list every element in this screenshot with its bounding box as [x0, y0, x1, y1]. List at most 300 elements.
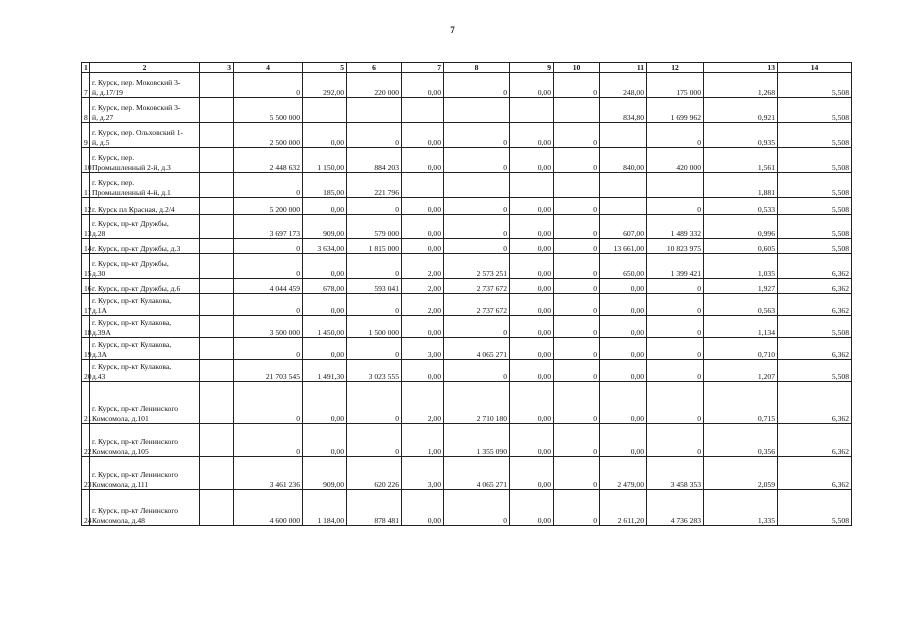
value-cell-c4: 0	[234, 424, 303, 457]
value-cell-c5: 909,00	[303, 457, 347, 490]
value-cell-c12: 1 489 332	[647, 215, 704, 239]
value-cell-c5: 0,00	[303, 424, 347, 457]
address-line: й, д.27	[92, 112, 114, 122]
address-line: г. Курск пл Красная, д.2/4	[92, 204, 175, 214]
value-cell-c13: 0,533	[704, 198, 778, 215]
value-cell-c14: 5,508	[778, 98, 852, 123]
value-cell-c12: 0	[647, 338, 704, 360]
value-cell-c6: 878 481	[347, 490, 402, 526]
value-cell-c9	[510, 173, 554, 198]
table-row	[82, 294, 852, 316]
value-cell-c13: 1,881	[704, 173, 778, 198]
address-cell	[90, 173, 200, 198]
value-cell-c14: 6,362	[778, 254, 852, 279]
value-cell-c12: 0	[647, 360, 704, 382]
value-cell-c10: 0	[554, 254, 600, 279]
value-cell-c6: 220 000	[347, 73, 402, 98]
address-cell	[90, 215, 200, 239]
table-row	[82, 239, 852, 254]
value-cell-c10: 0	[554, 73, 600, 98]
address-line: г. Курск, пер.	[92, 153, 135, 162]
value-cell-c3	[200, 360, 234, 382]
address-line: г. Курск, пр-кт Ленинского	[92, 506, 179, 515]
value-cell-c4: 3 461 236	[234, 457, 303, 490]
value-cell-c3	[200, 73, 234, 98]
value-cell-c12: 4 736 283	[647, 490, 704, 526]
value-cell-c6: 1 500 000	[347, 316, 402, 338]
value-cell-c7: 3,00	[402, 457, 444, 490]
value-cell-c9: 0,00	[510, 239, 554, 254]
value-cell-c13: 0,715	[704, 382, 778, 424]
value-cell-c12: 0	[647, 316, 704, 338]
value-cell-c12: 420 000	[647, 148, 704, 173]
address-cell	[90, 382, 200, 424]
value-cell-c13: 0,996	[704, 215, 778, 239]
row-number: 17	[82, 294, 90, 316]
address-line: й, д.17/19	[92, 87, 123, 97]
address-line: г. Курск, пр-кт Ленинского	[92, 470, 179, 479]
value-cell-c3	[200, 316, 234, 338]
value-cell-c6	[347, 98, 402, 123]
value-cell-c5: 1 491,30	[303, 360, 347, 382]
value-cell-c3	[200, 424, 234, 457]
value-cell-c7: 2,00	[402, 382, 444, 424]
value-cell-c7: 2,00	[402, 254, 444, 279]
address-line: г. Курск, пр-кт Ленинского	[92, 437, 179, 446]
row-number: 12	[82, 198, 90, 215]
value-cell-c11	[600, 123, 647, 148]
value-cell-c5: 0,00	[303, 382, 347, 424]
value-cell-c11: 0,00	[600, 294, 647, 316]
value-cell-c14: 5,508	[778, 198, 852, 215]
value-cell-c3	[200, 382, 234, 424]
value-cell-c12: 175 000	[647, 73, 704, 98]
address-line: г. Курск, пр-кт Дружбы,	[92, 259, 169, 268]
value-cell-c4: 2 500 000	[234, 123, 303, 148]
address-line: г. Курск, пер.	[92, 178, 135, 187]
row-number: 14	[82, 239, 90, 254]
value-cell-c8: 0	[444, 215, 510, 239]
value-cell-c6: 0	[347, 382, 402, 424]
value-cell-c3	[200, 254, 234, 279]
value-cell-c14: 5,508	[778, 123, 852, 148]
value-cell-c9	[510, 98, 554, 123]
value-cell-c4: 4 600 000	[234, 490, 303, 526]
value-cell-c12: 0	[647, 424, 704, 457]
value-cell-c9: 0,00	[510, 148, 554, 173]
value-cell-c9: 0,00	[510, 294, 554, 316]
address-line: г. Курск, пр-кт Кулакова,	[92, 318, 172, 327]
value-cell-c9: 0,00	[510, 198, 554, 215]
value-cell-c11: 13 661,00	[600, 239, 647, 254]
table-row	[82, 382, 852, 424]
row-number: 11	[82, 173, 90, 198]
value-cell-c9: 0,00	[510, 457, 554, 490]
address-cell	[90, 360, 200, 382]
value-cell-c12: 0	[647, 279, 704, 294]
value-cell-c4: 4 044 459	[234, 279, 303, 294]
row-number: 24	[82, 490, 90, 526]
header-row	[82, 63, 852, 73]
value-cell-c6: 221 796	[347, 173, 402, 198]
value-cell-c5: 1 450,00	[303, 316, 347, 338]
value-cell-c7: 2,00	[402, 294, 444, 316]
value-cell-c5: 909,00	[303, 215, 347, 239]
value-cell-c12: 0	[647, 198, 704, 215]
value-cell-c7: 3,00	[402, 338, 444, 360]
value-cell-c10: 0	[554, 239, 600, 254]
value-cell-c4: 0	[234, 254, 303, 279]
value-cell-c8: 0	[444, 73, 510, 98]
table-row	[82, 73, 852, 98]
column-header: 13	[704, 63, 778, 73]
column-header: 11	[600, 63, 647, 73]
value-cell-c7: 0,00	[402, 73, 444, 98]
address-line: г. Курск, пр-кт Кулакова,	[92, 340, 172, 349]
address-cell	[90, 239, 200, 254]
value-cell-c11	[600, 198, 647, 215]
value-cell-c5: 0,00	[303, 198, 347, 215]
value-cell-c13: 1,207	[704, 360, 778, 382]
table-row	[82, 254, 852, 279]
address-line: г. Курск, пр-кт Кулакова,	[92, 362, 172, 371]
value-cell-c13: 1,134	[704, 316, 778, 338]
value-cell-c10: 0	[554, 123, 600, 148]
value-cell-c14: 6,362	[778, 457, 852, 490]
value-cell-c13: 0,921	[704, 98, 778, 123]
value-cell-c6: 884 203	[347, 148, 402, 173]
table-row	[82, 148, 852, 173]
address-line: Комсомола, д.101	[92, 413, 149, 423]
value-cell-c9: 0,00	[510, 215, 554, 239]
address-line: д.39А	[92, 327, 111, 337]
column-header: 10	[554, 63, 600, 73]
value-cell-c9: 0,00	[510, 382, 554, 424]
table-row	[82, 457, 852, 490]
value-cell-c7: 1,00	[402, 424, 444, 457]
value-cell-c4: 0	[234, 338, 303, 360]
value-cell-c5: 678,00	[303, 279, 347, 294]
value-cell-c7	[402, 173, 444, 198]
value-cell-c6: 579 000	[347, 215, 402, 239]
value-cell-c13: 0,563	[704, 294, 778, 316]
value-cell-c5: 3 634,00	[303, 239, 347, 254]
value-cell-c8: 0	[444, 490, 510, 526]
value-cell-c10: 0	[554, 382, 600, 424]
column-header: 6	[347, 63, 402, 73]
value-cell-c14: 5,508	[778, 239, 852, 254]
row-number: 15	[82, 254, 90, 279]
row-number: 9	[82, 123, 90, 148]
column-header: 3	[200, 63, 234, 73]
value-cell-c5: 185,00	[303, 173, 347, 198]
value-cell-c10: 0	[554, 424, 600, 457]
value-cell-c8: 0	[444, 148, 510, 173]
value-cell-c6: 0	[347, 198, 402, 215]
value-cell-c8	[444, 98, 510, 123]
value-cell-c11: 834,80	[600, 98, 647, 123]
value-cell-c4: 0	[234, 73, 303, 98]
value-cell-c10: 0	[554, 316, 600, 338]
value-cell-c4: 21 703 545	[234, 360, 303, 382]
value-cell-c14: 6,362	[778, 382, 852, 424]
address-cell	[90, 490, 200, 526]
value-cell-c4: 0	[234, 239, 303, 254]
value-cell-c10: 0	[554, 360, 600, 382]
value-cell-c13: 1,335	[704, 490, 778, 526]
address-line: г. Курск, пер. Ольховский 1-	[92, 128, 184, 137]
value-cell-c13: 1,268	[704, 73, 778, 98]
value-cell-c9: 0,00	[510, 123, 554, 148]
value-cell-c6: 0	[347, 338, 402, 360]
value-cell-c8: 4 065 271	[444, 338, 510, 360]
address-cell	[90, 279, 200, 294]
value-cell-c5: 0,00	[303, 338, 347, 360]
value-cell-c13: 0,935	[704, 123, 778, 148]
value-cell-c12: 0	[647, 123, 704, 148]
value-cell-c8: 0	[444, 198, 510, 215]
address-line: г. Курск, пр-кт Ленинского	[92, 404, 179, 413]
value-cell-c4: 0	[234, 382, 303, 424]
address-cell	[90, 123, 200, 148]
value-cell-c8: 2 710 180	[444, 382, 510, 424]
column-header: 1	[82, 63, 90, 73]
value-cell-c14: 6,362	[778, 294, 852, 316]
value-cell-c8: 1 355 090	[444, 424, 510, 457]
value-cell-c9: 0,00	[510, 279, 554, 294]
value-cell-c5: 0,00	[303, 123, 347, 148]
value-cell-c9: 0,00	[510, 316, 554, 338]
value-cell-c14: 5,508	[778, 73, 852, 98]
row-number: 7	[82, 73, 90, 98]
address-line: д.3А	[92, 349, 108, 359]
value-cell-c4: 3 697 173	[234, 215, 303, 239]
value-cell-c13: 0,605	[704, 239, 778, 254]
row-number: 16	[82, 279, 90, 294]
value-cell-c3	[200, 98, 234, 123]
value-cell-c14: 5,508	[778, 215, 852, 239]
row-number: 10	[82, 148, 90, 173]
address-line: Комсомола, д.48	[92, 515, 145, 525]
value-cell-c14: 5,508	[778, 316, 852, 338]
value-cell-c14: 5,508	[778, 360, 852, 382]
value-cell-c8: 0	[444, 239, 510, 254]
row-number: 22	[82, 424, 90, 457]
value-cell-c13: 1,561	[704, 148, 778, 173]
address-cell	[90, 254, 200, 279]
value-cell-c13: 0,710	[704, 338, 778, 360]
value-cell-c5: 1 150,00	[303, 148, 347, 173]
value-cell-c9: 0,00	[510, 424, 554, 457]
value-cell-c10: 0	[554, 294, 600, 316]
address-line: д.43	[92, 371, 106, 381]
table-row	[82, 316, 852, 338]
row-number: 18	[82, 316, 90, 338]
value-cell-c11: 0,00	[600, 338, 647, 360]
column-header: 5	[303, 63, 347, 73]
address-cell	[90, 98, 200, 123]
value-cell-c13: 1,927	[704, 279, 778, 294]
column-header: 8	[444, 63, 510, 73]
value-cell-c6: 0	[347, 254, 402, 279]
value-cell-c7: 0,00	[402, 123, 444, 148]
value-cell-c4: 2 448 632	[234, 148, 303, 173]
value-cell-c12	[647, 173, 704, 198]
value-cell-c6: 3 023 555	[347, 360, 402, 382]
table-row	[82, 279, 852, 294]
address-cell	[90, 424, 200, 457]
value-cell-c11: 840,00	[600, 148, 647, 173]
value-cell-c3	[200, 338, 234, 360]
value-cell-c11: 2 479,00	[600, 457, 647, 490]
value-cell-c7: 0,00	[402, 215, 444, 239]
table-row	[82, 98, 852, 123]
table-row	[82, 338, 852, 360]
table-body	[82, 73, 852, 526]
value-cell-c7: 0,00	[402, 316, 444, 338]
table-row	[82, 123, 852, 148]
table-row	[82, 173, 852, 198]
value-cell-c8: 4 065 271	[444, 457, 510, 490]
value-cell-c10: 0	[554, 490, 600, 526]
address-line: г. Курск, пер. Моковский 3-	[92, 78, 181, 87]
address-line: г. Курск, пр-кт Кулакова,	[92, 296, 172, 305]
row-number: 21	[82, 382, 90, 424]
value-cell-c11: 650,00	[600, 254, 647, 279]
table-row	[82, 424, 852, 457]
value-cell-c11: 248,00	[600, 73, 647, 98]
address-line: д.28	[92, 228, 106, 238]
value-cell-c3	[200, 294, 234, 316]
table-row	[82, 360, 852, 382]
table-row	[82, 198, 852, 215]
column-header: 14	[778, 63, 852, 73]
value-cell-c9: 0,00	[510, 254, 554, 279]
value-cell-c5: 292,00	[303, 73, 347, 98]
address-line: г. Курск, пр-кт Дружбы, д.6	[92, 283, 181, 293]
address-cell	[90, 457, 200, 490]
value-cell-c5	[303, 98, 347, 123]
address-line: г. Курск, пр-кт Дружбы,	[92, 219, 169, 228]
value-cell-c13: 2,059	[704, 457, 778, 490]
value-cell-c14: 6,362	[778, 338, 852, 360]
value-cell-c11: 0,00	[600, 424, 647, 457]
value-cell-c12: 0	[647, 382, 704, 424]
value-cell-c14: 6,362	[778, 279, 852, 294]
value-cell-c3	[200, 148, 234, 173]
value-cell-c12: 3 458 353	[647, 457, 704, 490]
value-cell-c12: 1 699 962	[647, 98, 704, 123]
data-table	[81, 62, 852, 526]
value-cell-c11: 607,00	[600, 215, 647, 239]
address-line: г. Курск, пр-кт Дружбы, д.3	[92, 243, 181, 253]
value-cell-c14: 5,508	[778, 173, 852, 198]
column-header: 4	[234, 63, 303, 73]
column-header: 12	[647, 63, 704, 73]
column-header: 9	[510, 63, 554, 73]
value-cell-c10: 0	[554, 338, 600, 360]
address-cell	[90, 148, 200, 173]
value-cell-c3	[200, 239, 234, 254]
value-cell-c7: 0,00	[402, 239, 444, 254]
value-cell-c6: 0	[347, 424, 402, 457]
value-cell-c14: 5,508	[778, 490, 852, 526]
value-cell-c11: 0,00	[600, 382, 647, 424]
value-cell-c7: 0,00	[402, 198, 444, 215]
value-cell-c3	[200, 457, 234, 490]
value-cell-c13: 1,035	[704, 254, 778, 279]
value-cell-c4: 5 200 000	[234, 198, 303, 215]
value-cell-c12: 1 399 421	[647, 254, 704, 279]
value-cell-c8: 0	[444, 360, 510, 382]
value-cell-c9: 0,00	[510, 73, 554, 98]
value-cell-c11: 0,00	[600, 360, 647, 382]
value-cell-c8: 2 737 672	[444, 279, 510, 294]
value-cell-c6: 593 041	[347, 279, 402, 294]
value-cell-c3	[200, 490, 234, 526]
address-cell	[90, 73, 200, 98]
page-number: 7	[450, 25, 455, 35]
value-cell-c10: 0	[554, 279, 600, 294]
column-header: 7	[402, 63, 444, 73]
address-line: Промышленный 4-й, д.1	[92, 187, 171, 197]
value-cell-c10: 0	[554, 457, 600, 490]
value-cell-c3	[200, 215, 234, 239]
value-cell-c4: 5 500 000	[234, 98, 303, 123]
value-cell-c7	[402, 98, 444, 123]
table-row	[82, 490, 852, 526]
address-cell	[90, 316, 200, 338]
address-line: г. Курск, пер. Моковский 3-	[92, 103, 181, 112]
value-cell-c4: 3 500 000	[234, 316, 303, 338]
value-cell-c13: 0,356	[704, 424, 778, 457]
value-cell-c6: 0	[347, 294, 402, 316]
address-line: й, д.5	[92, 137, 110, 147]
address-line: Промышленный 2-й, д.3	[92, 162, 171, 172]
value-cell-c3	[200, 279, 234, 294]
address-cell	[90, 338, 200, 360]
value-cell-c7: 0,00	[402, 490, 444, 526]
value-cell-c7: 0,00	[402, 148, 444, 173]
value-cell-c11: 0,00	[600, 279, 647, 294]
address-line: д.30	[92, 268, 106, 278]
value-cell-c3	[200, 173, 234, 198]
value-cell-c5: 1 184,00	[303, 490, 347, 526]
value-cell-c9: 0,00	[510, 360, 554, 382]
value-cell-c12: 0	[647, 294, 704, 316]
row-number: 23	[82, 457, 90, 490]
row-number: 20	[82, 360, 90, 382]
value-cell-c8: 2 573 251	[444, 254, 510, 279]
value-cell-c6: 620 226	[347, 457, 402, 490]
value-cell-c8: 0	[444, 316, 510, 338]
row-number: 8	[82, 98, 90, 123]
value-cell-c5: 0,00	[303, 294, 347, 316]
address-cell	[90, 294, 200, 316]
value-cell-c6: 0	[347, 123, 402, 148]
value-cell-c11	[600, 173, 647, 198]
row-number: 13	[82, 215, 90, 239]
address-line: Комсомола, д.111	[92, 479, 149, 489]
value-cell-c7: 2,00	[402, 279, 444, 294]
table-row	[82, 215, 852, 239]
value-cell-c4: 0	[234, 294, 303, 316]
value-cell-c8: 0	[444, 123, 510, 148]
address-line: Комсомола, д.105	[92, 446, 149, 456]
column-header: 2	[90, 63, 200, 73]
value-cell-c4: 0	[234, 173, 303, 198]
value-cell-c10: 0	[554, 198, 600, 215]
